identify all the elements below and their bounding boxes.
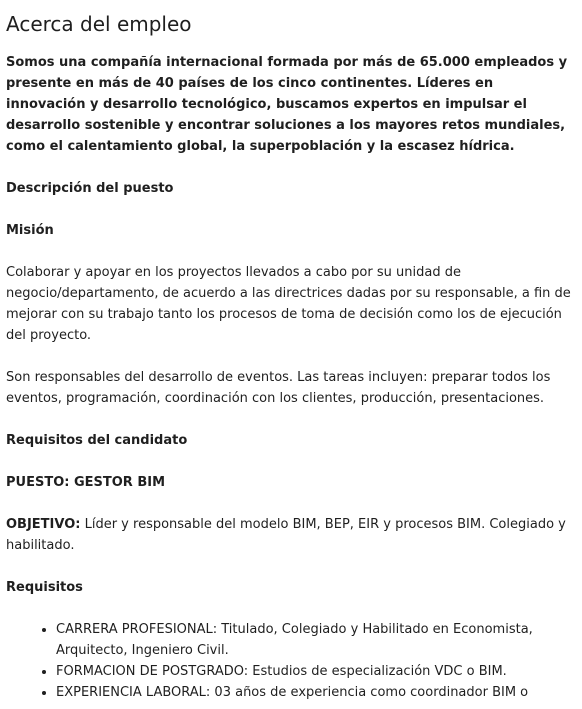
events-text: Son responsables del desarrollo de eventos. Las tareas incluyen: preparar todos los eventos, programación, coordinación con los clientes, producción, presentaciones. <box>6 370 551 406</box>
mission-heading: Misión <box>6 223 54 238</box>
mission-text: Colaborar y apoyar en los proyectos llevados a cabo por su unidad de negocio/departamento, de acuerdo a las directrices dadas por su responsable, a fin de mejorar con su trabajo tanto los procesos de toma de decisión como los de ejecución del proyecto. <box>6 265 571 343</box>
list-item: • CARRERA PROFESIONAL: Titulado, Colegiado y Habilitado en Economista, Arquitecto, Ingeniero Civil. <box>56 619 576 661</box>
list-item: • FORMACION DE POSTGRADO: Estudios de especialización VDC o BIM. <box>56 661 576 682</box>
requirements-list <box>6 619 576 703</box>
candidate-heading: Requisitos del candidato <box>6 433 188 448</box>
objective-text: Líder y responsable del modelo BIM, BEP, EIR y procesos BIM. Colegiado y habilitado. <box>6 517 566 553</box>
section-title: Acerca del empleo <box>6 12 192 36</box>
objective-paragraph <box>6 514 576 556</box>
list-item: • EXPERIENCIA LABORAL: 03 años de experiencia como coordinador BIM o <box>56 682 576 703</box>
description-heading: Descripción del puesto <box>6 181 174 196</box>
objective-label: OBJETIVO: <box>6 517 81 532</box>
requirements-heading: Requisitos <box>6 580 83 595</box>
company-intro: Somos una compañía internacional formada por más de 65.000 empleados y presente en más de 40 países de los cinco continentes. Líderes en innovación y desarrollo tecnológico, buscamos expertos en impulsar el desarrollo sostenible y encontrar soluciones a los mayores retos mundiales, como el calentamiento global, la superpoblación y la escasez hídrica. <box>6 55 568 154</box>
position-heading: PUESTO: GESTOR BIM <box>6 475 166 490</box>
